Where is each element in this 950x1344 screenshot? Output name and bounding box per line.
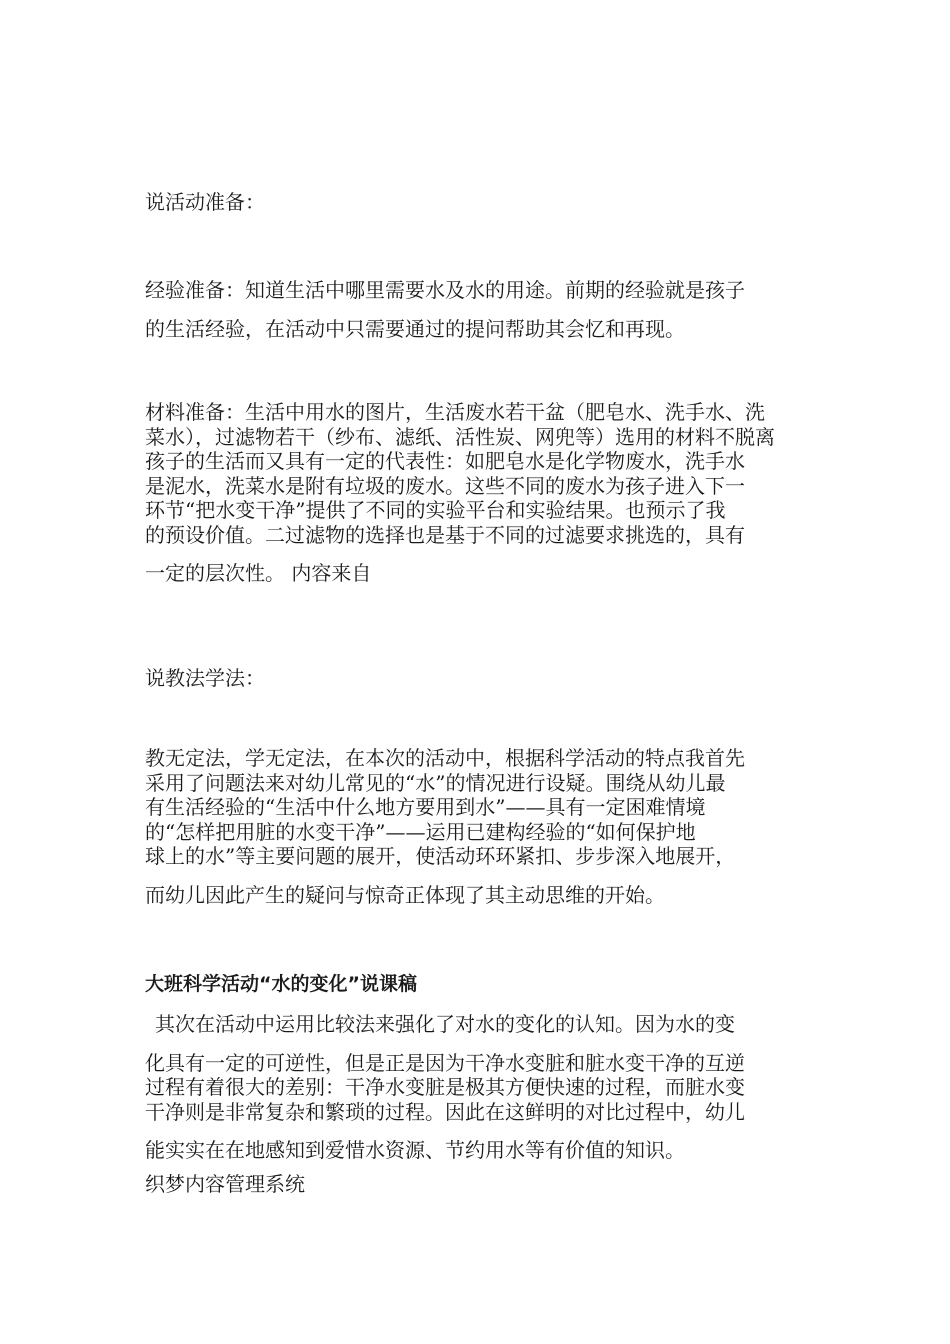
text-line: 一定的层次性。 内容来自	[145, 561, 372, 585]
text-line: 而幼儿因此产生的疑问与惊奇正体现了其主动思维的开始。	[145, 882, 665, 907]
text-line: 孩子的生活而又具有一定的代表性：如肥皂水是化学物废水，洗手水	[145, 449, 745, 473]
method-title: 说教法学法：	[145, 666, 265, 690]
text-line: 经验准备：知道生活中哪里需要水及水的用途。前期的经验就是孩子	[145, 278, 745, 302]
text-line: 球上的水”等主要问题的展开，使活动环环紧扣、步步深入地展开，	[145, 844, 736, 868]
text-line: 有生活经验的“生活中什么地方要用到水”——具有一定困难情境	[145, 795, 706, 819]
text-line: 的“怎样把用脏的水变干净”——运用已建构经验的“如何保护地	[145, 819, 696, 844]
text-line: 教无定法，学无定法，在本次的活动中，根据科学活动的特点我首先	[145, 746, 745, 770]
method-paragraph	[145, 746, 810, 907]
text-line: 化具有一定的可逆性，但是正是因为干净水变脏和脏水变干净的互逆	[145, 1050, 745, 1075]
materials-paragraph	[145, 400, 810, 586]
document-title: 大班科学活动“水的变化”说课稿	[145, 973, 417, 995]
text-line: 其次在活动中运用比较法来强化了对水的变化的认知。因为水的变	[155, 1012, 735, 1036]
text-line: 材料准备：生活中用水的图片，生活废水若干盆（肥皂水、洗手水、洗	[145, 400, 765, 424]
footer-text: 织梦内容管理系统	[145, 1172, 305, 1196]
text-line: 是泥水，洗菜水是附有垃圾的废水。这些不同的废水为孩子进入下一	[145, 473, 745, 498]
text-line: 采用了问题法来对幼儿常见的“水”的情况进行设疑。围绕从幼儿最	[145, 770, 726, 795]
text-line: 菜水），过滤物若干（纱布、滤纸、活性炭、网兜等）选用的材料不脱离	[145, 424, 775, 449]
text-line: 干净则是非常复杂和繁琐的过程。因此在这鲜明的对比过程中，幼儿	[145, 1099, 745, 1124]
prep-title: 说活动准备：	[145, 190, 265, 214]
text-line: 能实实在在地感知到爱惜水资源、节约用水等有价值的知识。	[145, 1138, 685, 1162]
text-line: 的生活经验，在活动中只需要通过的提问帮助其会忆和再现。	[145, 316, 685, 341]
comparison-paragraph	[145, 1012, 810, 1163]
experience-paragraph	[145, 278, 810, 341]
text-line: 过程有着很大的差别：干净水变脏是极其方便快速的过程，而脏水变	[145, 1075, 745, 1099]
text-line: 的预设价值。二过滤物的选择也是基于不同的过滤要求挑选的，具有	[145, 522, 745, 547]
text-line: 环节“把水变干净”提供了不同的实验平台和实验结果。也预示了我	[145, 498, 726, 522]
